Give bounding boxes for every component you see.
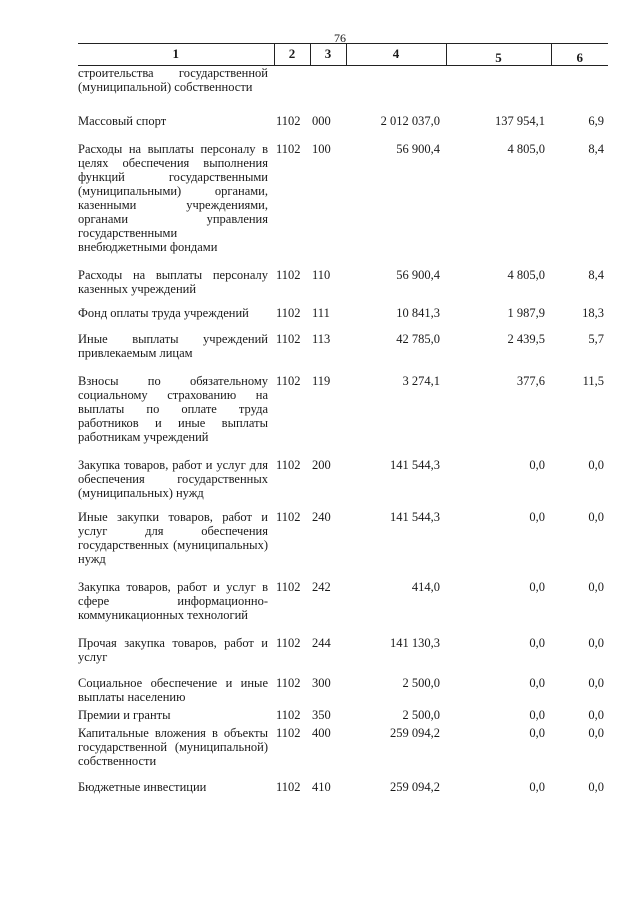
row-section-cell: 1102 bbox=[276, 726, 301, 740]
table-row bbox=[78, 306, 608, 332]
row-name-cell: Расходы на выплаты персоналу в целях обеспечения выполнения функций государственными (муниципальными) органами, казенными учреждениями, органами управления государственными внебюджетными фондами bbox=[78, 142, 268, 254]
row-name-cell: Закупка товаров, работ и услуг для обеспечения государственных (муниципальных) нужд bbox=[78, 458, 268, 500]
row-name-cell: Капитальные вложения в объекты государственной (муниципальной) собственности bbox=[78, 726, 268, 768]
row-section-cell: 1102 bbox=[276, 510, 301, 524]
row-percent-cell: 0,0 bbox=[588, 676, 604, 690]
column-header: 1 bbox=[78, 44, 274, 66]
row-name-cell: Иные закупки товаров, работ и услуг для обеспечения государственных (муниципальных) нужд bbox=[78, 510, 268, 566]
column-header: 2 bbox=[274, 44, 310, 66]
row-type-cell: 119 bbox=[312, 374, 331, 388]
row-percent-cell: 0,0 bbox=[588, 780, 604, 794]
row-type-cell: 000 bbox=[312, 114, 331, 128]
row-percent-cell: 0,0 bbox=[588, 458, 604, 472]
row-name-cell: Массовый спорт bbox=[78, 114, 167, 128]
row-section-cell bbox=[274, 66, 310, 107]
table-row bbox=[78, 134, 608, 268]
table-row bbox=[78, 458, 608, 510]
row-section-cell: 1102 bbox=[276, 306, 301, 320]
table-row bbox=[78, 636, 608, 676]
row-actual-cell: 0,0 bbox=[529, 676, 545, 690]
table-row bbox=[78, 676, 608, 708]
row-name-cell: Прочая закупка товаров, работ и услуг bbox=[78, 636, 268, 664]
row-type-cell: 113 bbox=[312, 332, 331, 346]
row-type-cell: 410 bbox=[312, 780, 331, 794]
row-section-cell: 1102 bbox=[276, 676, 301, 690]
row-type-cell: 300 bbox=[312, 676, 331, 690]
row-name-cell: Социальное обеспечение и иные выплаты населению bbox=[78, 676, 268, 704]
row-section-cell: 1102 bbox=[276, 114, 301, 128]
row-type-cell: 111 bbox=[312, 306, 330, 320]
row-actual-cell: 4 805,0 bbox=[507, 268, 545, 282]
table-row bbox=[78, 268, 608, 306]
row-actual-cell: 0,0 bbox=[529, 458, 545, 472]
row-section-cell: 1102 bbox=[276, 332, 301, 346]
row-name-cell: Фонд оплаты труда учреждений bbox=[78, 306, 249, 320]
column-header: 3 bbox=[310, 44, 346, 66]
row-percent-cell: 6,9 bbox=[588, 114, 604, 128]
row-name-cell: строительства государственной (муниципальной) собственности bbox=[78, 66, 268, 94]
row-percent-cell: 0,0 bbox=[588, 510, 604, 524]
table-row bbox=[78, 374, 608, 458]
row-percent-cell: 5,7 bbox=[588, 332, 604, 346]
row-plan-cell: 2 500,0 bbox=[402, 676, 440, 690]
row-percent-cell: 11,5 bbox=[582, 374, 604, 388]
row-percent-cell: 0,0 bbox=[588, 636, 604, 650]
row-section-cell: 1102 bbox=[276, 374, 301, 388]
row-type-cell: 350 bbox=[312, 708, 331, 722]
row-plan-cell: 2 012 037,0 bbox=[380, 114, 440, 128]
budget-table bbox=[78, 43, 608, 794]
row-percent-cell: 0,0 bbox=[588, 708, 604, 722]
row-actual-cell: 137 954,1 bbox=[495, 114, 545, 128]
row-actual-cell bbox=[446, 66, 551, 107]
row-actual-cell: 0,0 bbox=[529, 510, 545, 524]
table-header-row bbox=[78, 44, 608, 66]
table-row bbox=[78, 332, 608, 374]
row-section-cell: 1102 bbox=[276, 268, 301, 282]
row-plan-cell: 2 500,0 bbox=[402, 708, 440, 722]
row-actual-cell: 0,0 bbox=[529, 636, 545, 650]
row-type-cell: 200 bbox=[312, 458, 331, 472]
row-type-cell: 100 bbox=[312, 142, 331, 156]
table-row bbox=[78, 708, 608, 726]
row-actual-cell: 1 987,9 bbox=[507, 306, 545, 320]
table-row bbox=[78, 780, 608, 794]
row-percent-cell: 8,4 bbox=[588, 268, 604, 282]
table-row bbox=[78, 510, 608, 580]
row-section-cell: 1102 bbox=[276, 636, 301, 650]
row-name-cell: Бюджетные инвестиции bbox=[78, 780, 207, 794]
row-percent-cell: 0,0 bbox=[588, 580, 604, 594]
row-percent-cell bbox=[551, 66, 608, 107]
row-name-cell: Премии и гранты bbox=[78, 708, 171, 722]
row-actual-cell: 0,0 bbox=[529, 726, 545, 740]
row-plan-cell: 141 544,3 bbox=[390, 458, 440, 472]
table-row bbox=[78, 726, 608, 780]
row-type-cell bbox=[310, 66, 346, 107]
row-section-cell: 1102 bbox=[276, 458, 301, 472]
row-type-cell: 240 bbox=[312, 510, 331, 524]
row-percent-cell: 8,4 bbox=[588, 142, 604, 156]
row-plan-cell: 42 785,0 bbox=[396, 332, 440, 346]
row-plan-cell: 56 900,4 bbox=[396, 142, 440, 156]
row-section-cell: 1102 bbox=[276, 708, 301, 722]
row-plan-cell: 56 900,4 bbox=[396, 268, 440, 282]
table-row bbox=[78, 106, 608, 134]
row-actual-cell: 377,6 bbox=[516, 374, 545, 388]
table-row bbox=[78, 66, 608, 107]
row-plan-cell: 3 274,1 bbox=[402, 374, 440, 388]
row-name-cell: Закупка товаров, работ и услуг в сфере информационно-коммуникационных технологий bbox=[78, 580, 268, 622]
row-percent-cell: 18,3 bbox=[582, 306, 604, 320]
row-type-cell: 244 bbox=[312, 636, 331, 650]
row-name-cell: Взносы по обязательному социальному страхованию на выплаты по оплате труда работников и иные выплаты работникам учреждений bbox=[78, 374, 268, 444]
row-plan-cell bbox=[346, 66, 446, 107]
row-plan-cell: 141 130,3 bbox=[390, 636, 440, 650]
row-plan-cell: 414,0 bbox=[411, 580, 440, 594]
row-section-cell: 1102 bbox=[276, 142, 301, 156]
row-actual-cell: 0,0 bbox=[529, 780, 545, 794]
row-plan-cell: 141 544,3 bbox=[390, 510, 440, 524]
row-actual-cell: 2 439,5 bbox=[507, 332, 545, 346]
row-section-cell: 1102 bbox=[276, 580, 301, 594]
row-name-cell: Расходы на выплаты персоналу казенных учреждений bbox=[78, 268, 268, 296]
row-plan-cell: 259 094,2 bbox=[390, 780, 440, 794]
row-section-cell: 1102 bbox=[276, 780, 301, 794]
row-plan-cell: 259 094,2 bbox=[390, 726, 440, 740]
column-header: 5 bbox=[446, 44, 551, 66]
row-actual-cell: 0,0 bbox=[529, 580, 545, 594]
row-percent-cell: 0,0 bbox=[588, 726, 604, 740]
row-type-cell: 242 bbox=[312, 580, 331, 594]
row-plan-cell: 10 841,3 bbox=[396, 306, 440, 320]
table-row bbox=[78, 580, 608, 636]
page-number: 76 bbox=[334, 31, 346, 45]
row-type-cell: 110 bbox=[312, 268, 331, 282]
row-actual-cell: 4 805,0 bbox=[507, 142, 545, 156]
row-name-cell: Иные выплаты учреждений привлекаемым лицам bbox=[78, 332, 268, 360]
column-header: 4 bbox=[346, 44, 446, 66]
row-type-cell: 400 bbox=[312, 726, 331, 740]
row-actual-cell: 0,0 bbox=[529, 708, 545, 722]
column-header: 6 bbox=[551, 44, 608, 66]
